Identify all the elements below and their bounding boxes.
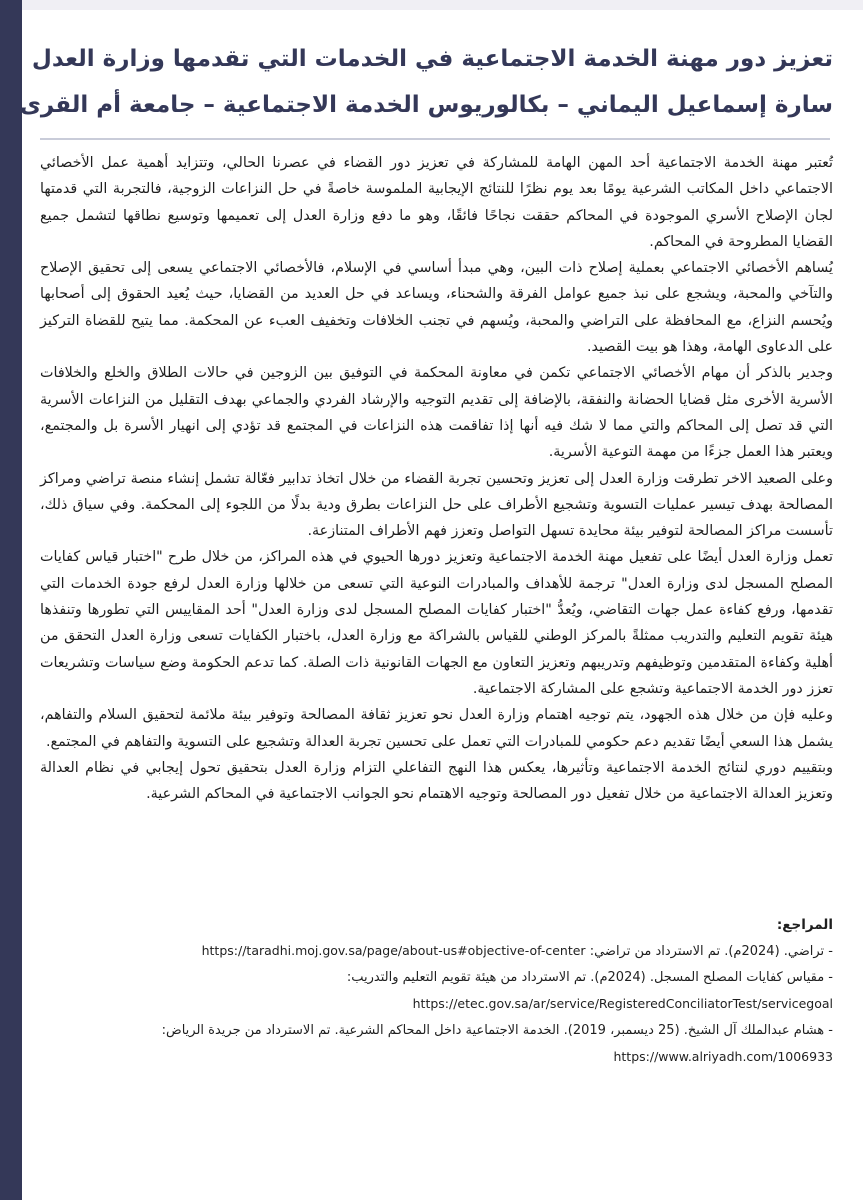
reference-item xyxy=(40,1018,833,1044)
paragraph: وعليه فإن من خلال هذه الجهود، يتم توجيه اهتمام وزارة العدل نحو تعزيز ثقافة المصالحة وتوفير بيئة ملائمة لتحقيق السلام والتفاهم، يشمل هذا السعي أيضًا تقديم دعم حكومي للمبادرات التي تعمل على تحسين تجربة العدالة وتشجيع على التسوية والتفاهم في المجتمع. xyxy=(40,707,833,750)
article-body xyxy=(40,150,833,807)
article-title: تعزيز دور مهنة الخدمة الاجتماعية في الخدمات التي تقدمها وزارة العدل xyxy=(31,46,833,72)
paragraph: وبتقييم دوري لنتائج الخدمة الاجتماعية وتأثيرها، يعكس هذا النهج التفاعلي التزام وزارة العدل بتحقيق تحول إيجابي في نظام العدالة وتعزيز العدالة الاجتماعية من خلال تفعيل دور المصالحة وتوجيه الاهتمام نحو الجوانب الاجتماعية في المحاكم الشرعية. xyxy=(40,759,833,803)
reference-link[interactable]: https://www.alriyadh.com/1006933 xyxy=(613,1049,833,1064)
reference-text: - هشام عبدالملك آل الشيخ. (25 ديسمبر، 2019). الخدمة الاجتماعية داخل المحاكم الشرعية. تم الاسترداد من جريدة الرياض: xyxy=(161,1023,833,1038)
left-decorative-band xyxy=(0,0,22,1200)
paragraph: وعلى الصعيد الاخر تطرقت وزارة العدل إلى تعزيز وتحسين تجربة القضاء من خلال اتخاذ تدابير فعّالة تشمل إنشاء منصة تراضي ومراكز المصالحة بهدف تيسير عمليات التسوية وتشجيع الأطراف على حل النزاعات بطرق ودية بدلًا من اللجوء إلى المحكمة. وفي سياق ذلك، تأسست مراكز المصالحة لتوفير بيئة محايدة تسهل التواصل وتعزز فهم الأطراف المتنازعة. xyxy=(40,470,833,540)
paragraph: وجدير بالذكر أن مهام الأخصائي الاجتماعي تكمن في معاونة المحكمة في التوفيق بين الزوجين في حالات الطلاق والخلع والخلافات الأسرية الأخرى مثل قضايا الحضانة والنفقة، بالإضافة إلى تقديم التوجيه والإرشاد الفردي والجماعي بهدف التقليل من النزاعات الأسرية التي قد تصل إلى المحاكم والتي مما لا شك فيه أنها إذا تفاقمت هذه النزاعات في المجتمع قد تؤدي إلى انهيار الأسرة بل والمجتمع، ويعتبر هذا العمل جزءًا من مهمة التوعية الأسرية. xyxy=(40,365,833,461)
reference-text: - مقياس كفايات المصلح المسجل. (2024م). تم الاسترداد من هيئة تقويم التعليم والتدريب: xyxy=(346,970,833,985)
reference-item xyxy=(40,965,833,991)
header-divider xyxy=(40,138,830,140)
reference-link-line xyxy=(40,991,833,1018)
article-header xyxy=(19,36,833,128)
references-heading: المراجع: xyxy=(776,917,833,933)
reference-link[interactable]: https://etec.gov.sa/ar/service/RegisteredConciliatorTest/servicegoal xyxy=(412,996,833,1011)
paragraph: تُعتبر مهنة الخدمة الاجتماعية أحد المهن الهامة للمشاركة في تعزيز دور القضاء في عصرنا الحالي، وتتزايد أهمية عمل الأخصائي الاجتماعي داخل المكاتب الشرعية يومًا بعد يوم نظرًا للنتائج الإيجابية الملموسة خاصةً في حل النزاعات الزوجية، فالتجربة التي قدمتها لجان الإصلاح الأسري الموجودة في المحاكم حققت نجاحًا فائقًا، وهو ما دفع وزارة العدل إلى تعميمها وتوسيع نطاقها لتشمل جميع القضايا المطروحة في المحاكم. xyxy=(40,155,833,250)
reference-item xyxy=(40,938,833,965)
reference-link-line xyxy=(40,1044,833,1071)
paragraph: يُساهم الأخصائي الاجتماعي بعملية إصلاح ذات البين، وهي مبدأ أساسي في الإسلام، فالأخصائي الاجتماعي يسعى إلى تحقيق الإصلاح والتآخي والمحبة، ويشجع على نبذ جميع عوامل الفرقة والشحناء، ويساعد في حل العديد من القضايا، حيث يُعيد الحقوق إلى أصحابها ويُحسم النزاع، مع المحافظة على التراضي والمحبة، ويُسهم في تجنب الخلافات وتخفيف العبء عن المحكمة. مما يتيح للقضاة التركيز على الدعاوى الهامة، وهذا هو بيت القصيد. xyxy=(40,260,833,356)
paragraph: تعمل وزارة العدل أيضًا على تفعيل مهنة الخدمة الاجتماعية وتعزيز دورها الحيوي في هذه المراكز، من خلال طرح "اختبار قياس كفايات المصلح المسجل لدى وزارة العدل" ترجمة للأهداف والمبادرات النوعية التي تسعى من خلالها وزارة العدل لرفع جودة الخدمات التي تقدمها، ورفع كفاءة عمل جهات التقاضي، ويُعدُّ "اختبار كفايات المصلح المسجل لدى وزارة العدل" أحد المقاييس التي تطورها وتنفذها هيئة تقويم التعليم والتدريب ممثلةً بالمركز الوطني للقياس بالشراكة مع وزارة العدل، باختبار الكفايات تسعى وزارة العدل التحقق من أهلية وكفاءة المتقدمين وتوظيفهم وتدريبهم وتعزيز التعاون مع الجهات القانونية ذات الصلة. كما تدعم الحكومة وضع سياسات وتشريعات تعزز دور الخدمة الاجتماعية وتشجع على المشاركة الاجتماعية. xyxy=(40,549,833,697)
reference-link[interactable]: https://taradhi.moj.gov.sa/page/about-us#objective-of-center xyxy=(201,943,586,958)
page xyxy=(19,0,833,1200)
references-section xyxy=(40,912,833,1071)
author-byline: سارة إسماعيل اليماني – بكالوريوس الخدمة الاجتماعية – جامعة أم القرى xyxy=(19,92,833,118)
reference-text: - تراضي. (2024م). تم الاسترداد من تراضي: xyxy=(589,944,833,959)
